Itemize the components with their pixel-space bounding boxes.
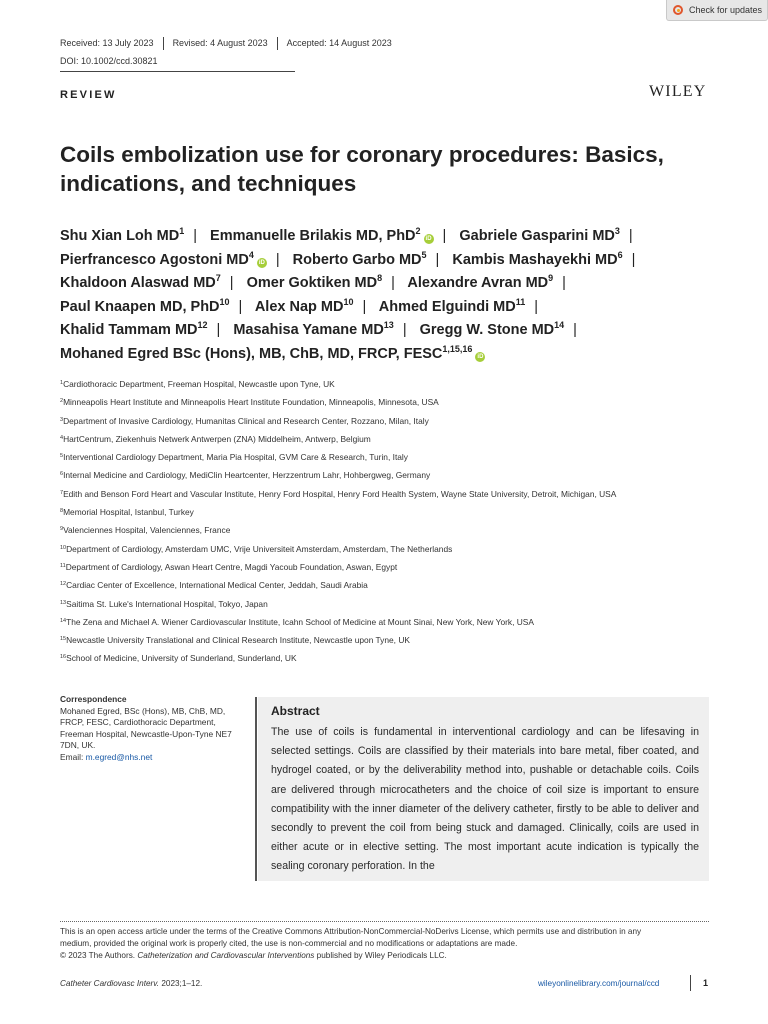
separator: | <box>238 298 243 315</box>
separator: | <box>193 228 198 244</box>
footer-divider <box>690 975 691 991</box>
affiliation: $^{13}$Saitima St. Luke's International Hospital, Tokyo, Japan <box>60 598 268 609</box>
orcid-icon[interactable]: iD <box>477 353 484 360</box>
article-title <box>60 140 720 198</box>
separator: | <box>391 275 395 291</box>
separator: | <box>229 275 234 291</box>
affiliation: $^{12}$Cardiac Center of Excellence, International Medical Center, Jeddah, Saudi Arabia <box>60 580 368 591</box>
check-for-updates-button[interactable] <box>666 0 768 21</box>
journal-url-link[interactable]: wileyonlinelibrary.com/journal/ccd <box>538 979 660 988</box>
correspondence-block <box>60 694 250 764</box>
author: Masahisa Yamane MD$^{13}$ <box>233 320 394 338</box>
author: Paul Knaapen MD, PhD$^{10}$ <box>60 296 230 315</box>
affiliation: $^9$Valenciennes Hospital, Valenciennes, France <box>60 525 231 536</box>
correspondence-line: Freeman Hospital, Newcastle-Upon-Tyne NE7 <box>60 728 232 739</box>
author: Khaldoon Alaswad $MD^7$ <box>60 273 221 291</box>
affiliation: $^{10}$Department of Cardiology, Amsterdam UMC, Vrije Universiteit Amsterdam, Amsterdam, The Netherlands <box>60 543 453 554</box>
separator: | <box>402 322 407 338</box>
author: Roberto Garbo $MD^5$ <box>292 249 427 268</box>
doi: DOI: 10.1002/ccd.30821 <box>60 56 158 66</box>
copyright-line: © 2023 The Authors. Catheterization and Cardiovascular Interventions published by Wiley Periodicals LLC. <box>60 951 447 961</box>
correspondence-line: Mohaned Egred, BSc (Hons), MB, ChB, MD, <box>60 705 226 716</box>
correspondence-email-row: Email: m.egred@nhs.net <box>60 751 153 762</box>
affiliation: $^{11}$Department of Cardiology, Aswan Heart Centre, Magdi Yacoub Foundation, Aswan, Egypt <box>60 561 398 572</box>
separator: | <box>275 251 280 268</box>
footer-citation: Catheter Cardiovasc Interv. 2023;1–12. <box>60 979 203 988</box>
correspondence-line: 7DN, UK. <box>60 740 96 751</box>
author: Omer Goktiken $MD^8$ <box>246 273 383 291</box>
affiliation: $^{15}$Newcastle University Translational and Clinical Research Institute, Newcastle upon Tyne, UK <box>60 635 410 646</box>
divider <box>277 37 278 50</box>
abstract-text: The use of coils is fundamental in interventional cardiology and can be lifesaving in selected settings. Coils are classified by their materials into bare metal, fiber coated, and hydrogel coated, or by the deliverability method into, pushable or detachable coils. Coils are delivered through microcatheters and the choice of coil size is important to ensure compatibility with the inner diameter of the delivery catheter, firstly to be able to deliver and secondly to prevent the coil from being stuck and damaged. Clinically, coils are used in either acute or in elective setting. The most important acute indication is typically the sealing coronary perforation. In the <box>271 726 699 873</box>
header-rule <box>60 71 295 72</box>
separator: | <box>573 322 577 338</box>
author: Ahmed Elguindi MD$^{11}$ <box>378 296 526 315</box>
license-line: medium, provided the original work is properly cited, the use is non-commercial and no modifications or adaptations are made. <box>60 939 518 949</box>
separator: | <box>362 298 367 315</box>
affiliation: $^6$Internal Medicine and Cardiology, MediClin Heartcenter, Herzzentrum Lahr, Hohbergweg, Germany <box>60 470 431 481</box>
author: Emmanuelle Brilakis MD, PhD$^2$iD <box>210 226 432 244</box>
abstract-box <box>258 697 709 881</box>
author: Pierfrancesco Agostoni $MD^4iD$ <box>60 249 265 268</box>
page-number: 1 <box>703 978 709 988</box>
affiliation: $^2$Minneapolis Heart Institute and Minneapolis Heart Institute Foundation, Minneapolis, Minnesota, USA <box>60 397 439 408</box>
license-notice <box>60 926 715 963</box>
revised-date: Revised: 4 August 2023 <box>172 38 268 48</box>
license-divider <box>60 921 709 922</box>
author: Mohaned Egred BSc (Hons), MB, ChB, MD, FRCP, FESC$^{1,15,16}$iD <box>60 343 484 362</box>
author-list <box>60 225 740 366</box>
orcid-icon[interactable]: iD <box>258 259 265 266</box>
publisher-logo: WILEY <box>649 83 707 100</box>
history-dates <box>60 38 392 51</box>
author: Alexandre Avran $MD^9$ <box>407 273 554 291</box>
affiliation: $^7$Edith and Benson Ford Heart and Vascular Institute, Henry Ford Hospital, Henry Ford Health System, Wayne State University, Detroit, Michigan, USA <box>60 488 617 499</box>
correspondence-heading: Correspondence <box>60 694 127 704</box>
check-for-updates-label: Check for updates <box>689 5 763 15</box>
affiliation: $^3$Department of Invasive Cardiology, Humanitas Clinical and Research Center, Rozzano, Milan, Italy <box>60 415 429 426</box>
author: Alex Nap MD$^{10}$ <box>254 296 354 315</box>
affiliation: $^4$HartCentrum, Ziekenhuis Netwerk Antwerpen (ZNA) Middelheim, Antwerp, Belgium <box>60 433 371 444</box>
affiliation: $^8$Memorial Hospital, Istanbul, Turkey <box>60 507 194 518</box>
accepted-date: Accepted: 14 August 2023 <box>286 38 392 48</box>
separator: | <box>216 322 221 338</box>
title-line: indications, and techniques <box>60 171 357 196</box>
separator: | <box>628 228 633 244</box>
author: Gregg W. Stone MD$^{14}$ <box>419 320 565 338</box>
affiliation: $^{16}$School of Medicine, University of Sunderland, Sunderland, UK <box>60 653 297 664</box>
affiliation: $^1$Cardiothoracic Department, Freeman Hospital, Newcastle upon Tyne, UK <box>60 379 335 389</box>
separator: | <box>562 275 566 291</box>
received-date: Received: 13 July 2023 <box>60 38 154 48</box>
abstract-rule <box>255 697 257 881</box>
orcid-icon[interactable]: iD <box>425 236 432 242</box>
title-line: Coils embolization use for coronary procedures: Basics, <box>60 142 664 167</box>
affiliation: $^5$Interventional Cardiology Department, Maria Pia Hospital, GVM Care & Research, Turin, Italy <box>60 452 408 463</box>
separator: | <box>534 298 538 315</box>
separator: | <box>631 251 636 268</box>
author: Gabriele Gasparini $MD^3$ <box>459 226 620 244</box>
separator: | <box>442 228 447 244</box>
correspondence-line: FRCP, FESC, Cardiothoracic Department, <box>60 717 216 728</box>
affiliation-list <box>60 379 740 672</box>
author: Khalid Tammam MD$^{12}$ <box>60 320 208 338</box>
affiliation: $^{14}$The Zena and Michael A. Wiener Cardiovascular Institute, Icahn School of Medicine at Mount Sinai, New York, New York, USA <box>60 616 534 627</box>
divider <box>163 37 164 50</box>
crossmark-icon <box>673 5 683 15</box>
author: Shu Xian Loh $MD^1$ <box>60 226 185 244</box>
author: Kambis Mashayekhi $MD^6$ <box>452 249 623 268</box>
license-line: This is an open access article under the terms of the Creative Commons Attribution-NonCommercial-NoDerivs License, which permits use and distribution in any <box>60 927 642 936</box>
separator: | <box>435 251 440 268</box>
abstract-heading: Abstract <box>271 704 320 718</box>
section-label: REVIEW <box>60 89 117 101</box>
email-link[interactable]: m.egred@nhs.net <box>85 751 153 762</box>
